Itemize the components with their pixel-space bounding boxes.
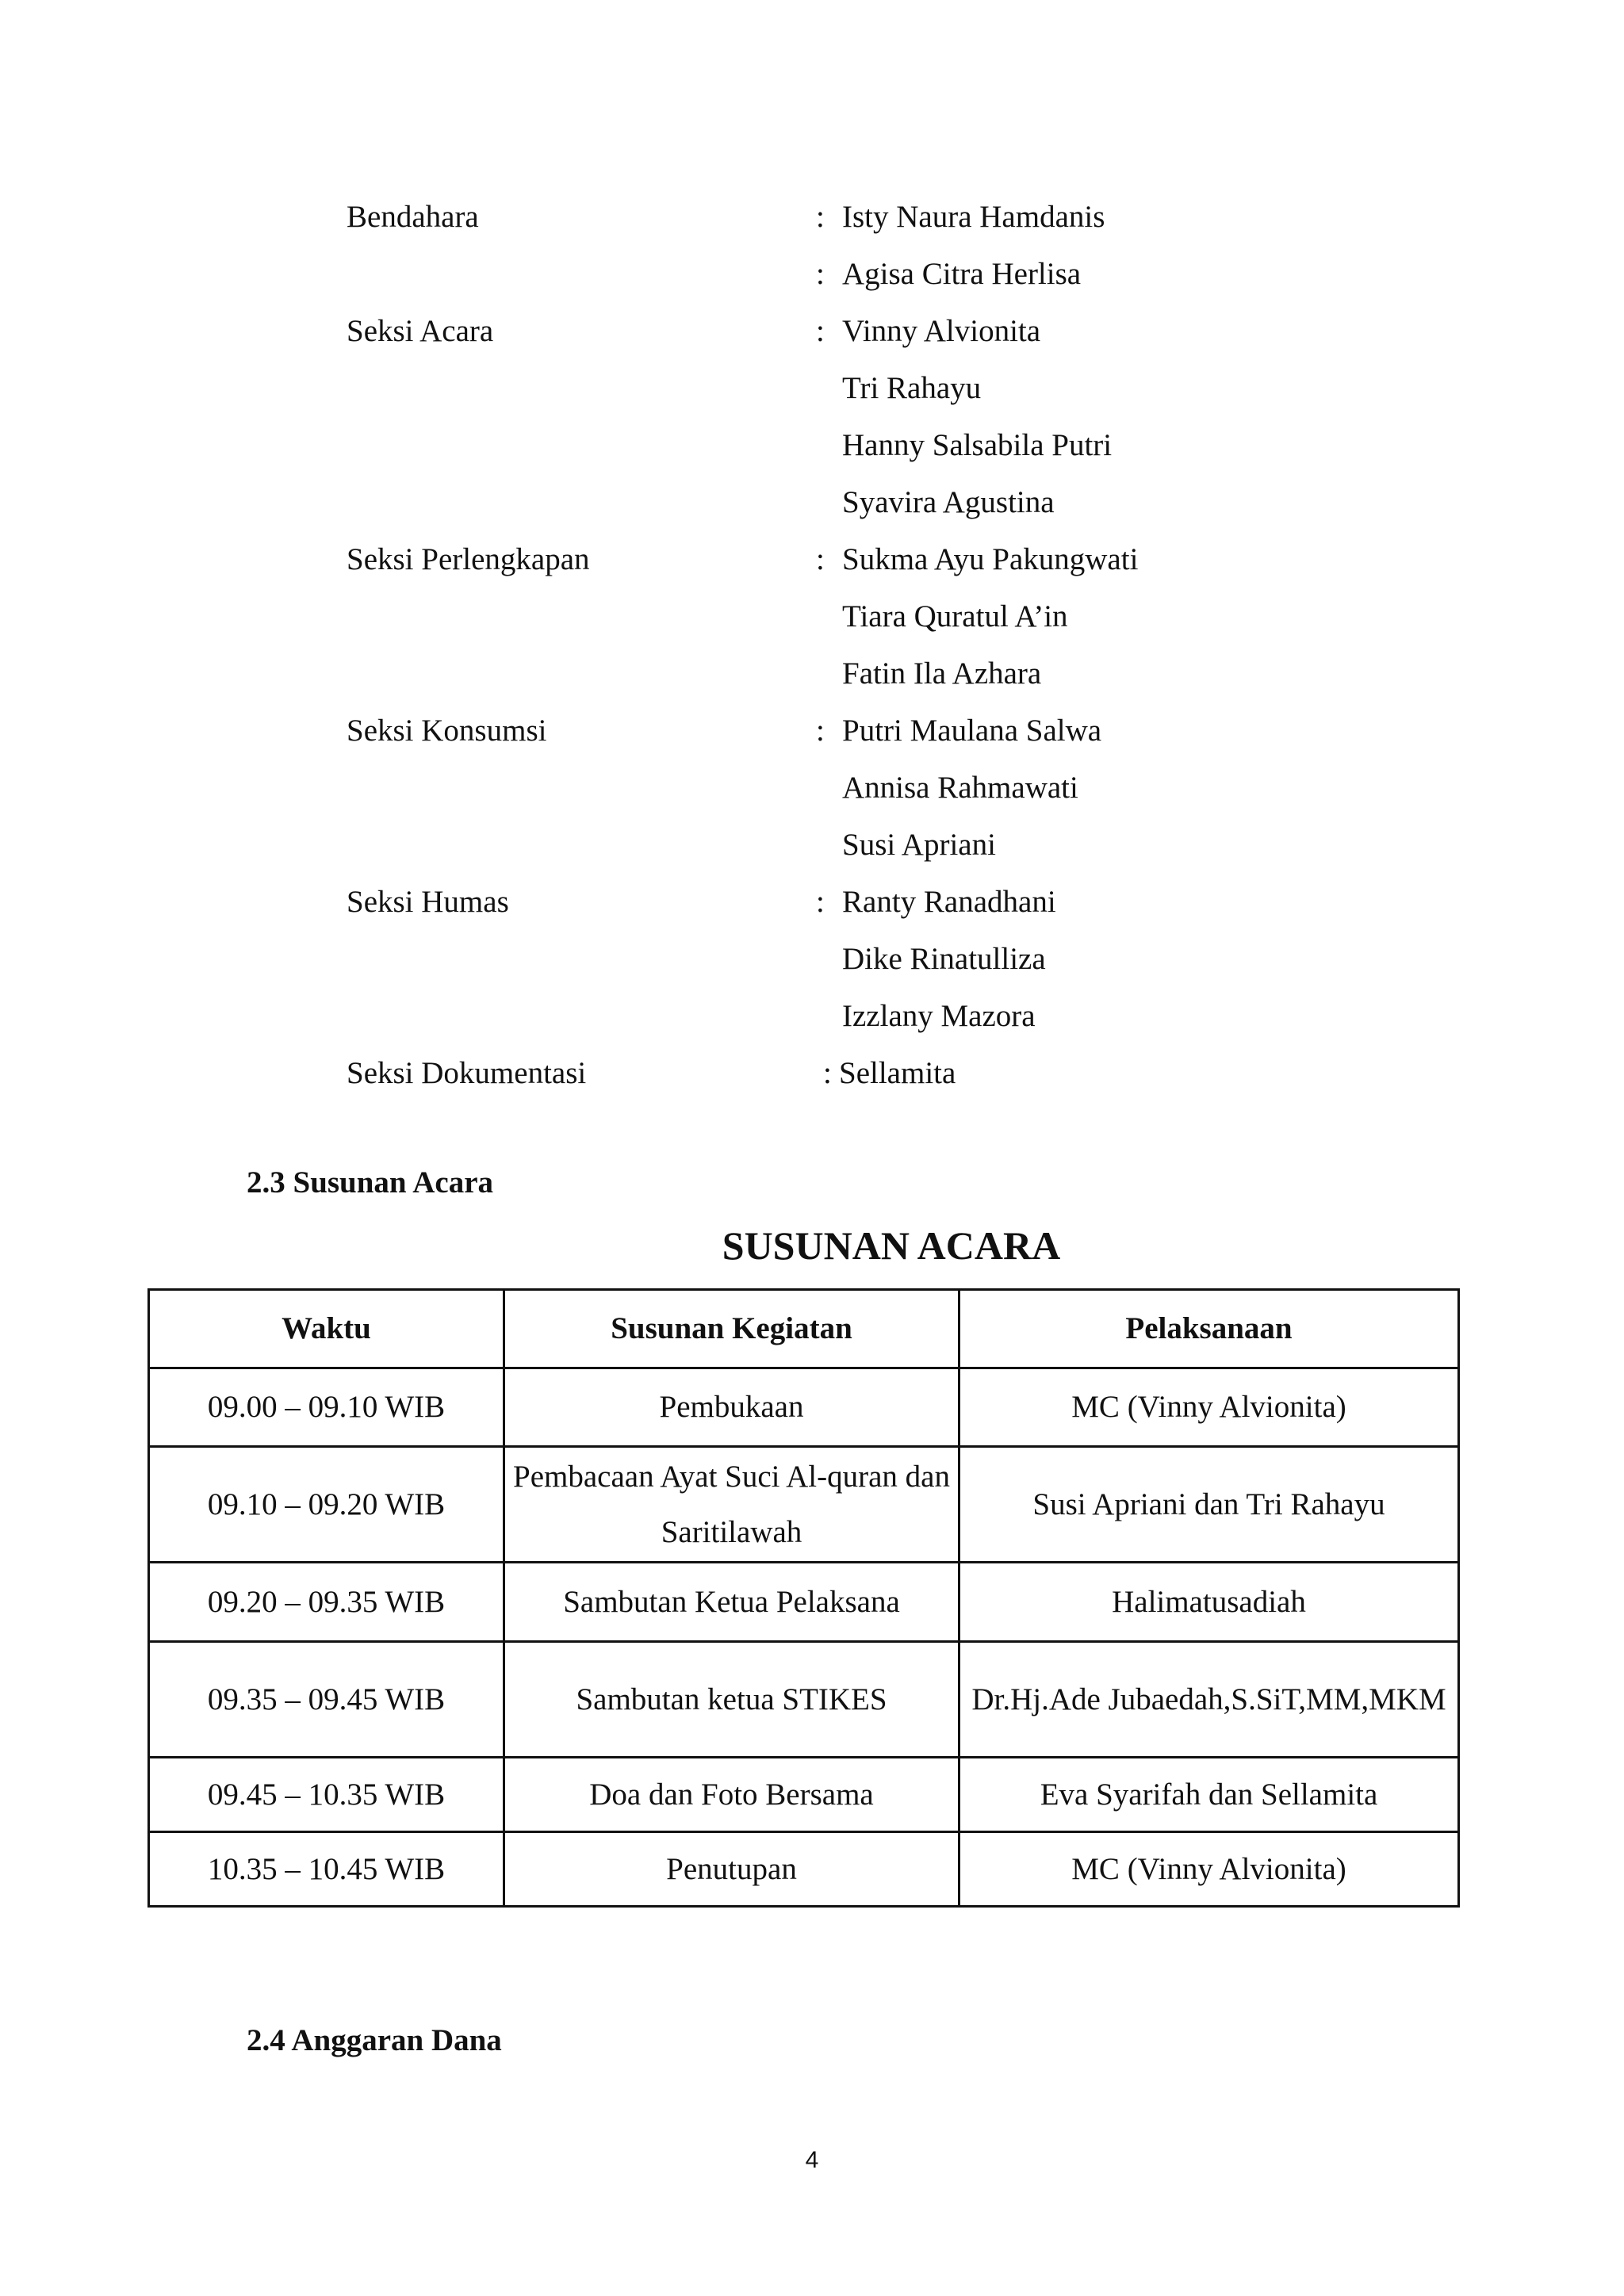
cell-time: 09.45 – 10.35 WIB xyxy=(149,1758,504,1832)
committee-name: Isty Naura Hamdanis xyxy=(842,200,1105,234)
cell-by: Eva Syarifah dan Sellamita xyxy=(959,1758,1459,1832)
committee-name: Susi Apriani xyxy=(842,828,996,862)
committee-name: Sukma Ayu Pakungwati xyxy=(842,542,1139,576)
cell-activity: Pembukaan xyxy=(504,1368,959,1447)
table-row xyxy=(149,1447,1459,1563)
committee-name: Hanny Salsabila Putri xyxy=(842,428,1113,462)
committee-colon: : xyxy=(816,314,825,348)
header-pelaksanaan: Pelaksanaan xyxy=(959,1290,1459,1368)
cell-time: 10.35 – 10.45 WIB xyxy=(149,1832,504,1907)
table-row xyxy=(149,1758,1459,1832)
header-susunan-kegiatan: Susunan Kegiatan xyxy=(504,1290,959,1368)
table-row xyxy=(149,1563,1459,1642)
committee-name: Putri Maulana Salwa xyxy=(842,714,1102,748)
committee-colon: : xyxy=(816,542,825,576)
committee-colon: : xyxy=(816,257,825,291)
section-heading-2-4: 2.4 Anggaran Dana xyxy=(247,2023,502,2057)
committee-name: Izzlany Mazora xyxy=(842,999,1036,1033)
committee-colon: : xyxy=(816,200,825,234)
committee-name: Dike Rinatulliza xyxy=(842,942,1046,976)
table-row xyxy=(149,1642,1459,1758)
section-heading-2-3: 2.3 Susunan Acara xyxy=(247,1165,494,1200)
table-row xyxy=(149,1368,1459,1447)
page-number: 4 xyxy=(805,2147,819,2173)
committee-role: Bendahara xyxy=(347,200,479,234)
schedule-table xyxy=(147,1288,1460,1908)
committee-name: Syavira Agustina xyxy=(842,485,1055,519)
cell-activity: Pembacaan Ayat Suci Al-quran dan Saritilawah xyxy=(504,1447,959,1563)
committee-role: Seksi Humas xyxy=(347,885,509,919)
committee-name: Tri Rahayu xyxy=(842,371,982,405)
committee-name: Annisa Rahmawati xyxy=(842,771,1078,805)
cell-by: Halimatusadiah xyxy=(959,1563,1459,1642)
committee-name: Tiara Quratul A’in xyxy=(842,599,1068,633)
committee-name: Vinny Alvionita xyxy=(842,314,1041,348)
cell-time: 09.35 – 09.45 WIB xyxy=(149,1642,504,1758)
committee-role: Seksi Perlengkapan xyxy=(347,542,590,576)
committee-colon: : xyxy=(823,1056,832,1090)
committee-colon: : xyxy=(816,714,825,748)
cell-time: 09.00 – 09.10 WIB xyxy=(149,1368,504,1447)
cell-by: MC (Vinny Alvionita) xyxy=(959,1368,1459,1447)
cell-time: 09.10 – 09.20 WIB xyxy=(149,1447,504,1563)
table-title: SUSUNAN ACARA xyxy=(722,1223,1061,1268)
committee-name: Fatin Ila Azhara xyxy=(842,656,1042,691)
cell-by: MC (Vinny Alvionita) xyxy=(959,1832,1459,1907)
committee-role: Seksi Dokumentasi xyxy=(347,1056,587,1090)
table-row xyxy=(149,1832,1459,1907)
cell-activity: Penutupan xyxy=(504,1832,959,1907)
cell-activity: Sambutan ketua STIKES xyxy=(504,1642,959,1758)
cell-by: Susi Apriani dan Tri Rahayu xyxy=(959,1447,1459,1563)
committee-name: Sellamita xyxy=(839,1056,956,1090)
committee-colon: : xyxy=(816,885,825,919)
committee-role: Seksi Konsumsi xyxy=(347,714,547,748)
cell-time: 09.20 – 09.35 WIB xyxy=(149,1563,504,1642)
table-header-row xyxy=(149,1290,1459,1368)
cell-activity: Sambutan Ketua Pelaksana xyxy=(504,1563,959,1642)
cell-activity: Doa dan Foto Bersama xyxy=(504,1758,959,1832)
committee-name: Ranty Ranadhani xyxy=(842,885,1056,919)
header-waktu: Waktu xyxy=(149,1290,504,1368)
cell-by: Dr.Hj.Ade Jubaedah,S.SiT,MM,MKM xyxy=(959,1642,1459,1758)
committee-name: Agisa Citra Herlisa xyxy=(842,257,1082,291)
committee-role: Seksi Acara xyxy=(347,314,494,348)
